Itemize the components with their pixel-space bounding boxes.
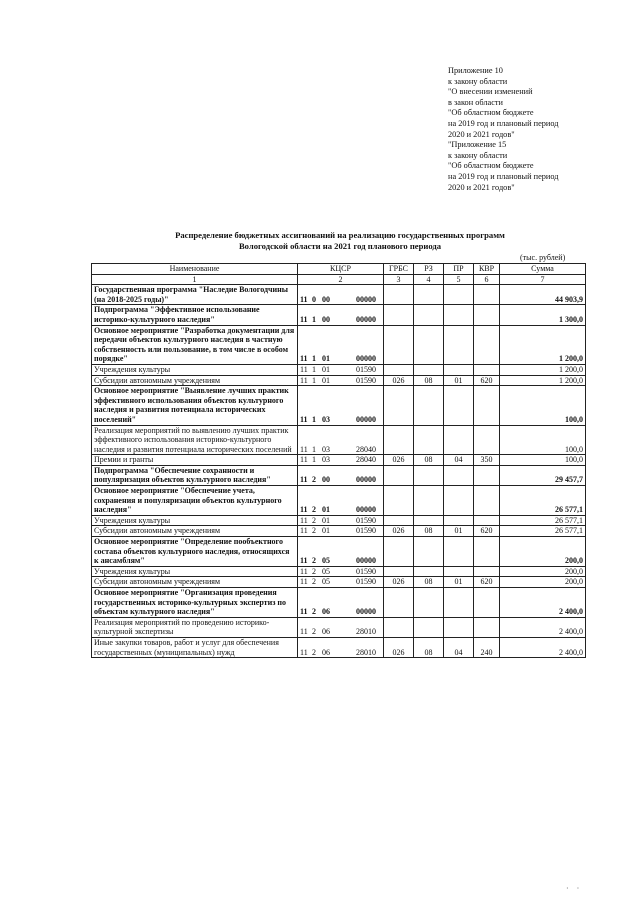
- row-name: Учреждения культуры: [92, 566, 298, 577]
- row-kvr: 350: [474, 455, 500, 466]
- row-rz: [414, 617, 444, 637]
- row-grbs: [384, 515, 414, 526]
- row-name: Основное мероприятие "Выявление лучших практик эффективного использования объектов культурного наследия и развития потенциала исторических поселений": [92, 386, 298, 425]
- header-number: 4: [414, 274, 444, 285]
- kcsr-part: 2: [312, 607, 316, 617]
- kcsr-part: 11: [300, 526, 308, 536]
- row-kvr: [474, 364, 500, 375]
- header-number-row: [92, 274, 586, 285]
- kcsr-part: 03: [322, 414, 330, 424]
- row-pr: [444, 386, 474, 425]
- table-row: [92, 285, 586, 305]
- kcsr-part: 2: [312, 627, 316, 637]
- row-sum: 1 300,0: [500, 305, 586, 325]
- row-rz: [414, 386, 444, 425]
- row-name: Государственная программа "Наследие Вологодчины (на 2018-2025 годы)": [92, 285, 298, 305]
- row-grbs: [384, 566, 414, 577]
- kcsr-part: 11: [300, 515, 308, 525]
- kcsr-part: 1: [312, 455, 316, 465]
- row-name: Иные закупки товаров, работ и услуг для обеспечения государственных (муниципальных) нужд: [92, 637, 298, 657]
- kcsr-part: 05: [322, 566, 330, 576]
- kcsr-part: 28010: [356, 627, 376, 637]
- kcsr-part: 2: [312, 475, 316, 485]
- row-grbs: [384, 386, 414, 425]
- kcsr-part: 0: [312, 294, 316, 304]
- row-pr: [444, 364, 474, 375]
- row-grbs: [384, 364, 414, 375]
- row-rz: [414, 285, 444, 305]
- row-grbs: [384, 486, 414, 516]
- kcsr-part: 11: [300, 444, 308, 454]
- row-name: Основное мероприятие "Обеспечение учета, сохранения и популяризации объектов культурного наследия": [92, 486, 298, 516]
- row-sum: 1 200,0: [500, 325, 586, 364]
- kcsr-part: 1: [312, 414, 316, 424]
- kcsr-part: 06: [322, 607, 330, 617]
- row-rz: [414, 425, 444, 455]
- row-sum: 26 577,1: [500, 486, 586, 516]
- row-grbs: [384, 425, 414, 455]
- kcsr-part: 01: [322, 354, 330, 364]
- row-name: Основное мероприятие "Определение пообъектного состава объектов культурного наследия, относящихся к ансамблям": [92, 537, 298, 567]
- row-sum: 1 200,0: [500, 375, 586, 386]
- row-kvr: [474, 305, 500, 325]
- row-pr: [444, 305, 474, 325]
- kcsr-part: 01590: [356, 577, 376, 587]
- row-kvr: [474, 515, 500, 526]
- row-rz: [414, 566, 444, 577]
- kcsr-part: 01590: [356, 526, 376, 536]
- table-row: [92, 537, 586, 567]
- kcsr-part: 11: [300, 647, 308, 657]
- row-kvr: [474, 465, 500, 485]
- row-grbs: [384, 325, 414, 364]
- row-pr: [444, 465, 474, 485]
- header-grbs: ГРБС: [384, 264, 414, 275]
- kcsr-part: 11: [300, 566, 308, 576]
- row-kcsr: [298, 425, 384, 455]
- kcsr-part: 00: [322, 294, 330, 304]
- row-kvr: [474, 486, 500, 516]
- table-row: [92, 386, 586, 425]
- row-rz: [414, 515, 444, 526]
- row-sum: 100,0: [500, 386, 586, 425]
- row-name: Субсидии автономным учреждениям: [92, 526, 298, 537]
- row-grbs: 026: [384, 637, 414, 657]
- row-grbs: [384, 305, 414, 325]
- header-kcsr: КЦСР: [298, 264, 384, 275]
- row-name: Субсидии автономным учреждениям: [92, 375, 298, 386]
- table-row: [92, 617, 586, 637]
- header-number: 1: [92, 274, 298, 285]
- row-sum: 2 400,0: [500, 637, 586, 657]
- row-kcsr: [298, 455, 384, 466]
- row-name: Реализация мероприятий по проведению историко-культурной экспертизы: [92, 617, 298, 637]
- row-kcsr: [298, 577, 384, 588]
- kcsr-part: 00000: [356, 354, 376, 364]
- row-sum: 1 200,0: [500, 364, 586, 375]
- row-kcsr: [298, 325, 384, 364]
- row-name: Премии и гранты: [92, 455, 298, 466]
- row-kvr: [474, 386, 500, 425]
- row-kcsr: [298, 386, 384, 425]
- header-number: 2: [298, 274, 384, 285]
- row-rz: [414, 588, 444, 618]
- row-pr: 04: [444, 637, 474, 657]
- row-name: Основное мероприятие "Организация проведения государственных историко-культурных экспертиз по объектам культурного наследия": [92, 588, 298, 618]
- row-rz: 08: [414, 455, 444, 466]
- kcsr-part: 00: [322, 314, 330, 324]
- kcsr-part: 28010: [356, 647, 376, 657]
- kcsr-part: 11: [300, 455, 308, 465]
- header-number: 3: [384, 274, 414, 285]
- kcsr-part: 11: [300, 294, 308, 304]
- row-kvr: 240: [474, 637, 500, 657]
- row-grbs: 026: [384, 375, 414, 386]
- row-kcsr: [298, 515, 384, 526]
- row-pr: [444, 425, 474, 455]
- row-sum: 200,0: [500, 537, 586, 567]
- kcsr-part: 2: [312, 556, 316, 566]
- header-rz: РЗ: [414, 264, 444, 275]
- table-row: [92, 588, 586, 618]
- table-row: [92, 465, 586, 485]
- row-grbs: [384, 465, 414, 485]
- row-rz: [414, 305, 444, 325]
- row-kcsr: [298, 637, 384, 657]
- kcsr-part: 11: [300, 375, 308, 385]
- row-pr: [444, 588, 474, 618]
- kcsr-part: 2: [312, 577, 316, 587]
- kcsr-part: 05: [322, 577, 330, 587]
- kcsr-part: 01590: [356, 375, 376, 385]
- kcsr-part: 01590: [356, 566, 376, 576]
- kcsr-part: 01: [322, 364, 330, 374]
- row-name: Основное мероприятие "Разработка документации для передачи объектов культурного наследия в частную собственность или пользование, в том числе в особом порядке": [92, 325, 298, 364]
- table-row: [92, 375, 586, 386]
- table-row: [92, 515, 586, 526]
- units-label: (тыс. рублей): [520, 253, 566, 262]
- row-grbs: 026: [384, 455, 414, 466]
- row-pr: [444, 566, 474, 577]
- header-sum: Сумма: [500, 264, 586, 275]
- row-kcsr: [298, 285, 384, 305]
- kcsr-part: 1: [312, 375, 316, 385]
- kcsr-part: 2: [312, 566, 316, 576]
- header-kvr: КВР: [474, 264, 500, 275]
- row-kcsr: [298, 566, 384, 577]
- row-sum: 100,0: [500, 425, 586, 455]
- table-row: [92, 325, 586, 364]
- row-pr: [444, 325, 474, 364]
- row-grbs: [384, 617, 414, 637]
- kcsr-part: 11: [300, 414, 308, 424]
- kcsr-part: 01: [322, 505, 330, 515]
- row-name: Подпрограмма "Обеспечение сохранности и популяризация объектов культурного наследия": [92, 465, 298, 485]
- header-number: 7: [500, 274, 586, 285]
- row-kcsr: [298, 305, 384, 325]
- row-pr: [444, 486, 474, 516]
- row-pr: [444, 537, 474, 567]
- kcsr-part: 03: [322, 444, 330, 454]
- kcsr-part: 01: [322, 526, 330, 536]
- table-row: [92, 486, 586, 516]
- kcsr-part: 11: [300, 577, 308, 587]
- kcsr-part: 2: [312, 505, 316, 515]
- row-name: Учреждения культуры: [92, 515, 298, 526]
- row-kcsr: [298, 465, 384, 485]
- row-kcsr: [298, 537, 384, 567]
- row-pr: 04: [444, 455, 474, 466]
- kcsr-part: 06: [322, 647, 330, 657]
- row-pr: 01: [444, 577, 474, 588]
- kcsr-part: 1: [312, 444, 316, 454]
- row-rz: 08: [414, 577, 444, 588]
- row-kcsr: [298, 486, 384, 516]
- row-rz: [414, 486, 444, 516]
- row-kcsr: [298, 364, 384, 375]
- table-row: [92, 637, 586, 657]
- row-kcsr: [298, 375, 384, 386]
- kcsr-part: 11: [300, 364, 308, 374]
- kcsr-part: 03: [322, 455, 330, 465]
- row-grbs: [384, 285, 414, 305]
- kcsr-part: 1: [312, 314, 316, 324]
- row-kvr: [474, 425, 500, 455]
- kcsr-part: 00000: [356, 294, 376, 304]
- row-sum: 29 457,7: [500, 465, 586, 485]
- kcsr-part: 01: [322, 515, 330, 525]
- kcsr-part: 11: [300, 607, 308, 617]
- row-name: Субсидии автономным учреждениям: [92, 577, 298, 588]
- row-grbs: [384, 588, 414, 618]
- table-row: [92, 425, 586, 455]
- row-kvr: [474, 617, 500, 637]
- row-rz: 08: [414, 526, 444, 537]
- row-sum: 26 577,1: [500, 526, 586, 537]
- row-grbs: 026: [384, 526, 414, 537]
- row-pr: [444, 285, 474, 305]
- row-pr: 01: [444, 375, 474, 386]
- row-rz: 08: [414, 375, 444, 386]
- table-row: [92, 364, 586, 375]
- kcsr-part: 00: [322, 475, 330, 485]
- kcsr-part: 01590: [356, 364, 376, 374]
- row-sum: 2 400,0: [500, 588, 586, 618]
- header-pr: ПР: [444, 264, 474, 275]
- header-row: [92, 264, 586, 275]
- row-sum: 26 577,1: [500, 515, 586, 526]
- row-sum: 200,0: [500, 577, 586, 588]
- kcsr-part: 2: [312, 515, 316, 525]
- row-pr: [444, 617, 474, 637]
- kcsr-part: 2: [312, 526, 316, 536]
- kcsr-part: 00000: [356, 505, 376, 515]
- row-kcsr: [298, 617, 384, 637]
- row-kcsr: [298, 526, 384, 537]
- header-number: 5: [444, 274, 474, 285]
- kcsr-part: 01590: [356, 515, 376, 525]
- row-kvr: [474, 285, 500, 305]
- row-grbs: [384, 537, 414, 567]
- kcsr-part: 11: [300, 314, 308, 324]
- kcsr-part: 11: [300, 475, 308, 485]
- kcsr-part: 1: [312, 354, 316, 364]
- row-sum: 44 903,9: [500, 285, 586, 305]
- row-name: Реализация мероприятий по выявлению лучших практик эффективного использования историко-культурного наследия и развития потенциала исторических поселений: [92, 425, 298, 455]
- row-kvr: [474, 537, 500, 567]
- row-name: Учреждения культуры: [92, 364, 298, 375]
- row-sum: 100,0: [500, 455, 586, 466]
- kcsr-part: 06: [322, 627, 330, 637]
- row-rz: [414, 325, 444, 364]
- kcsr-part: 00000: [356, 607, 376, 617]
- row-grbs: 026: [384, 577, 414, 588]
- row-sum: 2 400,0: [500, 617, 586, 637]
- kcsr-part: 05: [322, 556, 330, 566]
- kcsr-part: 28040: [356, 444, 376, 454]
- kcsr-part: 00000: [356, 314, 376, 324]
- kcsr-part: 28040: [356, 455, 376, 465]
- table-row: [92, 577, 586, 588]
- kcsr-part: 01: [322, 375, 330, 385]
- row-kvr: 620: [474, 375, 500, 386]
- table-row: [92, 526, 586, 537]
- row-pr: [444, 515, 474, 526]
- row-rz: [414, 364, 444, 375]
- row-kvr: [474, 325, 500, 364]
- row-name: Подпрограмма "Эффективное использование историко-культурного наследия": [92, 305, 298, 325]
- table-row: [92, 305, 586, 325]
- table-row: [92, 455, 586, 466]
- row-rz: 08: [414, 637, 444, 657]
- row-pr: 01: [444, 526, 474, 537]
- row-kcsr: [298, 588, 384, 618]
- row-rz: [414, 537, 444, 567]
- kcsr-part: 11: [300, 627, 308, 637]
- row-rz: [414, 465, 444, 485]
- kcsr-part: 11: [300, 505, 308, 515]
- kcsr-part: 00000: [356, 414, 376, 424]
- scan-mark: · ·: [566, 884, 583, 893]
- header-name: Наименование: [92, 264, 298, 275]
- header-number: 6: [474, 274, 500, 285]
- budget-table: [91, 263, 586, 658]
- row-kvr: [474, 566, 500, 577]
- row-kvr: 620: [474, 577, 500, 588]
- row-sum: 200,0: [500, 566, 586, 577]
- row-kvr: [474, 588, 500, 618]
- kcsr-part: 00000: [356, 475, 376, 485]
- kcsr-part: 00000: [356, 556, 376, 566]
- table-row: [92, 566, 586, 577]
- document-title: Распределение бюджетных ассигнований на реализацию государственных программ Вологодской области на 2021 год планового периода: [175, 230, 505, 251]
- kcsr-part: 11: [300, 556, 308, 566]
- row-kvr: 620: [474, 526, 500, 537]
- kcsr-part: 2: [312, 647, 316, 657]
- kcsr-part: 11: [300, 354, 308, 364]
- kcsr-part: 1: [312, 364, 316, 374]
- appendix-note: Приложение 10 к закону области "О внесении изменений в закон области "Об областном бюджете на 2019 год и плановый период 2020 и 2021 годов" "Приложение 15 к закону области "Об областном бюджете на 2019 год и плановый период 2020 и 2021 годов": [448, 66, 559, 192]
